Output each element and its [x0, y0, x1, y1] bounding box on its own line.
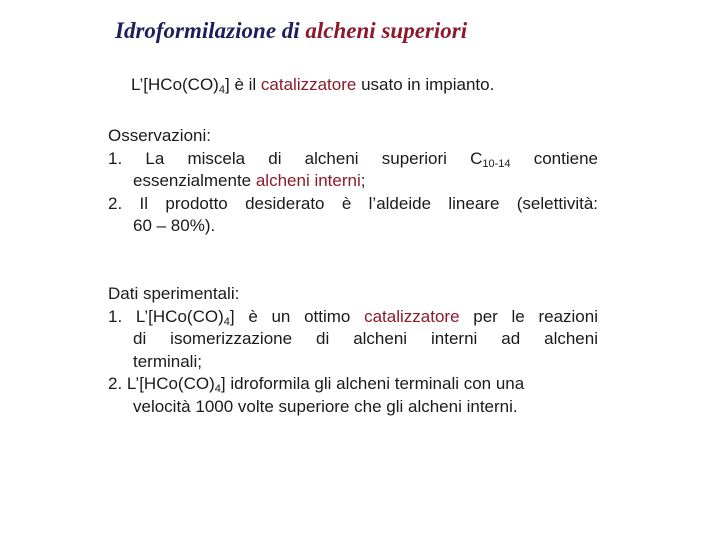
experimental-1-num: 1.: [108, 306, 136, 326]
title-text: Idroformilazione di: [115, 18, 300, 43]
experimental-1-post: per le reazioni: [459, 306, 598, 326]
observation-1-highlight: alcheni interni: [255, 171, 361, 190]
formula-suffix: ]: [220, 374, 226, 393]
experimental-1-line1: [108, 306, 598, 329]
observation-1-text-end: contiene: [510, 148, 599, 168]
experimental-2-line2: velocità 1000 volte superiore che gli alcheni interni.: [133, 396, 518, 416]
experimental-1-mid: è un ottimo: [234, 306, 365, 326]
formula-subscript: 4: [223, 315, 230, 328]
experimental-2-post: idroformila gli alcheni terminali con una: [225, 374, 525, 393]
observations-section: [108, 125, 598, 238]
observations-heading: Osservazioni:: [108, 126, 211, 145]
observation-1-line2: [108, 170, 598, 193]
formula-prefix: L’[HCo(CO): [126, 374, 215, 393]
formula-suffix: ]: [229, 306, 235, 326]
experimental-1-highlight: catalizzatore: [364, 306, 460, 326]
formula-subscript: 4: [214, 383, 221, 395]
intro-line: [131, 75, 494, 95]
observation-1-text: 1. La miscela di alcheni superiori C: [108, 148, 483, 168]
experimental-heading: Dati sperimentali:: [108, 284, 240, 303]
experimental-2-num: 2.: [108, 374, 127, 393]
slide-title: [115, 18, 595, 44]
formula-prefix: L’[HCo(CO): [131, 75, 219, 94]
intro-mid: è il: [229, 75, 261, 94]
intro-post: usato in impianto.: [356, 75, 495, 94]
observation-1-line1: [108, 148, 598, 171]
formula-suffix: ]: [224, 75, 230, 94]
observation-2-line1: 2. Il prodotto desiderato è l’aldeide lineare (selettività:: [108, 193, 598, 213]
experimental-1-line2: di isomerizzazione di alcheni interni ad alcheni: [133, 329, 598, 348]
title-highlight: alcheni superiori: [305, 18, 468, 43]
observation-2-line2: 60 – 80%).: [133, 216, 216, 235]
intro-highlight: catalizzatore: [260, 75, 357, 94]
experimental-2-line1: [108, 373, 598, 396]
experimental-section: [108, 283, 598, 418]
formula-prefix: L’[HCo(CO): [135, 306, 224, 326]
observation-1-punct: ;: [360, 171, 366, 190]
observation-1-cont: essenzialmente: [133, 171, 256, 190]
formula-subscript: 4: [218, 84, 225, 96]
carbon-range-subscript: 10-14: [482, 157, 511, 170]
experimental-1-line3: terminali;: [133, 351, 202, 371]
